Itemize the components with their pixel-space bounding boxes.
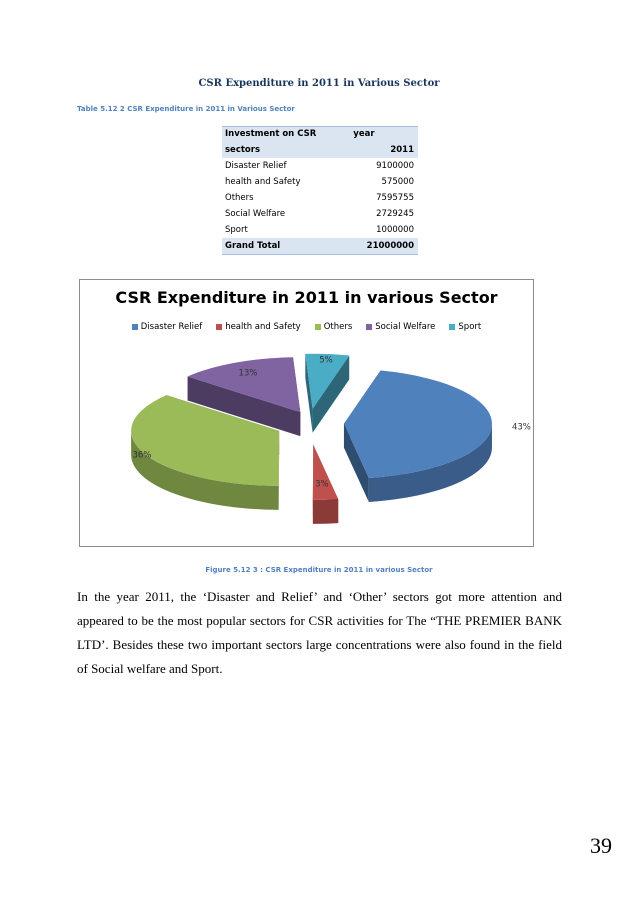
table-row bbox=[222, 190, 418, 206]
table-cell-sector: Disaster Relief bbox=[225, 161, 287, 171]
pie-plot bbox=[80, 280, 533, 546]
table-cell-value: 2729245 bbox=[376, 209, 414, 219]
section-heading: CSR Expenditure in 2011 in Various Sector bbox=[198, 78, 440, 89]
table-row bbox=[222, 206, 418, 222]
figure-caption: Figure 5.12 3 : CSR Expenditure in 2011 in various Sector bbox=[205, 566, 433, 574]
table-caption: Table 5.12 2 CSR Expenditure in 2011 in Various Sector bbox=[77, 105, 295, 113]
table-total-label: Grand Total bbox=[222, 238, 347, 255]
table-row bbox=[222, 174, 418, 190]
data-label-disaster-relief: 43% bbox=[511, 422, 531, 433]
pie-slice-side bbox=[313, 499, 338, 524]
table-cell-sector: Sport bbox=[225, 225, 248, 235]
data-label-sport: 5% bbox=[319, 355, 333, 366]
data-label-social-welfare: 13% bbox=[238, 368, 258, 379]
table-row bbox=[222, 222, 418, 238]
table-header-year: year bbox=[347, 127, 418, 143]
table-header-year-value: 2011 bbox=[347, 143, 418, 159]
table-row bbox=[222, 158, 418, 174]
data-label-others: 36% bbox=[132, 450, 152, 461]
table-total-value: 21000000 bbox=[347, 238, 418, 255]
table-header-row-2 bbox=[222, 143, 418, 159]
table-header-row bbox=[222, 127, 418, 143]
legend-label: Social Welfare bbox=[375, 322, 436, 332]
page-number: 39 bbox=[590, 833, 612, 858]
legend-label: health and Safety bbox=[225, 322, 301, 332]
csr-table bbox=[222, 126, 418, 255]
table-header-sector: Investment on CSR bbox=[222, 127, 347, 143]
pie-slice-top bbox=[313, 445, 338, 500]
legend-label: Disaster Relief bbox=[140, 322, 203, 332]
chart-title: CSR Expenditure in 2011 in various Sector bbox=[115, 288, 498, 307]
legend-label: Sport bbox=[458, 322, 482, 332]
pie-slice-sport bbox=[305, 354, 349, 433]
pie-chart bbox=[79, 279, 534, 547]
table-cell-value: 7595755 bbox=[376, 193, 414, 203]
table-cell-value: 9100000 bbox=[376, 161, 414, 171]
pie-slice-disaster-relief bbox=[344, 370, 492, 502]
table-cell-sector: health and Safety bbox=[225, 177, 301, 187]
table-cell-value: 575000 bbox=[381, 177, 414, 187]
table-cell-sector: Social Welfare bbox=[225, 209, 286, 219]
legend-label: Others bbox=[323, 322, 353, 332]
table-total-row bbox=[222, 238, 418, 255]
data-label-health-and-safety: 3% bbox=[315, 479, 329, 490]
body-paragraph: In the year 2011, the ‘Disaster and Relief’ and ‘Other’ sectors got more attention and appeared to be the most popular sectors for CSR activities for The “THE PREMIER BANK LTD’. Besides these two important sectors large concentrations were also found in the field of Social welfare and Sport. bbox=[77, 589, 562, 676]
table-header-sector-2: sectors bbox=[222, 143, 347, 159]
table-cell-sector: Others bbox=[225, 193, 254, 203]
table-cell-value: 1000000 bbox=[376, 225, 414, 235]
